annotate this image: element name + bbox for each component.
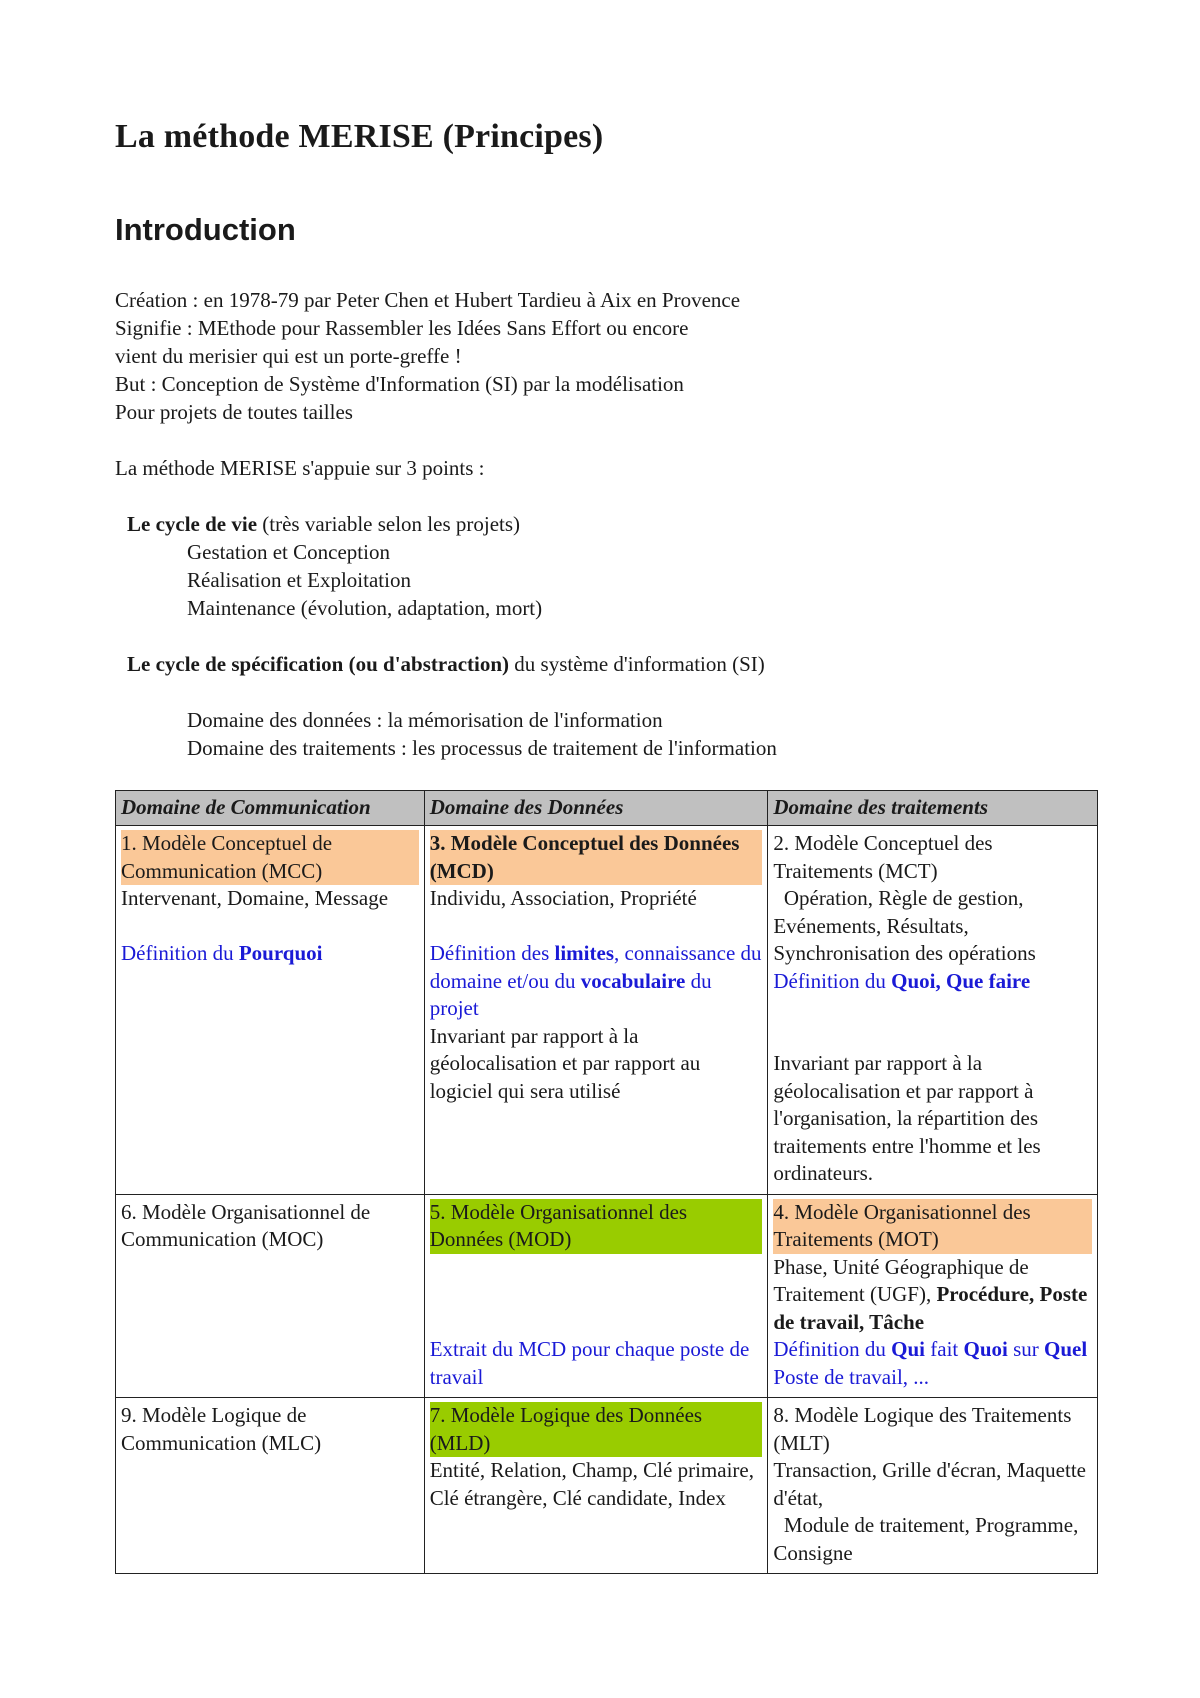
mot-definition: Définition du Qui fait Quoi sur Quel Poste de travail, ... bbox=[773, 1337, 1088, 1389]
mcc-body: Intervenant, Domaine, Message bbox=[121, 886, 389, 910]
mct-body: Opération, Règle de gestion, Evénements, Résultats, Synchronisation des opérations bbox=[773, 886, 1036, 965]
cell-mot bbox=[768, 1194, 1098, 1398]
mcd-body: Individu, Association, Propriété bbox=[429, 886, 697, 910]
cell-mod bbox=[424, 1194, 768, 1398]
table-row bbox=[116, 1194, 1098, 1398]
cell-mcd bbox=[424, 826, 768, 1195]
mct-title: 2. Modèle Conceptuel des Traitements (MCT) bbox=[773, 831, 993, 883]
mot-body: Phase, Unité Géographique de Traitement (UGF), Procédure, Poste de travail, Tâche bbox=[773, 1254, 1088, 1334]
table-row bbox=[116, 1398, 1098, 1574]
mod-definition: Extrait du MCD pour chaque poste de travail bbox=[429, 1337, 750, 1389]
mod-title: 5. Modèle Organisationnel des Données (MOD) bbox=[430, 1199, 763, 1254]
cycle-spec-item: Domaine des données : la mémorisation de l'information bbox=[187, 708, 663, 732]
cycle-spec-heading: Le cycle de spécification (ou d'abstraction) du système d'information (SI) bbox=[127, 652, 765, 676]
intro-line: Pour projets de toutes tailles bbox=[115, 400, 353, 424]
cycle-vie-item: Réalisation et Exploitation bbox=[187, 568, 411, 592]
cycle-vie-item: Maintenance (évolution, adaptation, mort) bbox=[187, 596, 543, 620]
mcd-title: 3. Modèle Conceptuel des Données (MCD) bbox=[430, 830, 763, 885]
mlc-title: 9. Modèle Logique de Communication (MLC) bbox=[121, 1403, 322, 1455]
header-donnees: Domaine des Données bbox=[424, 791, 768, 826]
intro-line: vient du merisier qui est un porte-greffe ! bbox=[115, 344, 462, 368]
mld-title: 7. Modèle Logique des Données (MLD) bbox=[430, 1402, 763, 1457]
mlt-body: Transaction, Grille d'écran, Maquette d'état, bbox=[773, 1458, 1086, 1510]
intro-line: Création : en 1978-79 par Peter Chen et Hubert Tardieu à Aix en Provence bbox=[115, 288, 741, 312]
cell-moc bbox=[116, 1194, 425, 1398]
section-heading: Introduction bbox=[115, 212, 296, 247]
intro-block bbox=[115, 286, 1100, 762]
mcc-definition: Définition du Pourquoi bbox=[121, 941, 323, 965]
points-intro: La méthode MERISE s'appuie sur 3 points : bbox=[115, 456, 485, 480]
merise-models-table bbox=[115, 790, 1098, 1574]
mcc-title: 1. Modèle Conceptuel de Communication (MCC) bbox=[121, 830, 419, 885]
mlt-body-2: Module de traitement, Programme, Consigne bbox=[773, 1513, 1084, 1565]
moc-title: 6. Modèle Organisationnel de Communication (MOC) bbox=[121, 1199, 371, 1251]
table-row bbox=[116, 826, 1098, 1195]
cycle-vie-heading: Le cycle de vie (très variable selon les projets) bbox=[127, 512, 521, 536]
table-header-row bbox=[116, 791, 1098, 826]
cell-mct bbox=[768, 826, 1098, 1195]
header-traitements: Domaine des traitements bbox=[768, 791, 1098, 826]
cycle-spec-item: Domaine des traitements : les processus de traitement de l'information bbox=[187, 736, 777, 760]
intro-line: But : Conception de Système d'Information (SI) par la modélisation bbox=[115, 372, 684, 396]
cell-mlt bbox=[768, 1398, 1098, 1574]
mcd-definition: Définition des limites, connaissance du domaine et/ou du vocabulaire du projet bbox=[429, 941, 762, 1020]
page-title: La méthode MERISE (Principes) bbox=[115, 118, 604, 155]
cell-mlc bbox=[116, 1398, 425, 1574]
mot-title: 4. Modèle Organisationnel des Traitements (MOT) bbox=[773, 1199, 1092, 1254]
mld-body: Entité, Relation, Champ, Clé primaire, Clé étrangère, Clé candidate, Index bbox=[429, 1458, 754, 1510]
document-page bbox=[115, 100, 1100, 1565]
intro-line: Signifie : MEthode pour Rassembler les Idées Sans Effort ou encore bbox=[115, 316, 689, 340]
cell-mcc bbox=[116, 826, 425, 1195]
mct-invariant: Invariant par rapport à la géolocalisation et par rapport à l'organisation, la répartition des traitements entre l'homme et les ordinateurs. bbox=[773, 1051, 1041, 1185]
mct-definition: Définition du Quoi, Que faire bbox=[773, 968, 1031, 993]
header-communication: Domaine de Communication bbox=[116, 791, 425, 826]
cell-mld bbox=[424, 1398, 768, 1574]
mcd-invariant: Invariant par rapport à la géolocalisation et par rapport au logiciel qui sera utilisé bbox=[429, 1023, 701, 1103]
mlt-title: 8. Modèle Logique des Traitements (MLT) bbox=[773, 1403, 1072, 1455]
cycle-vie-item: Gestation et Conception bbox=[187, 540, 390, 564]
